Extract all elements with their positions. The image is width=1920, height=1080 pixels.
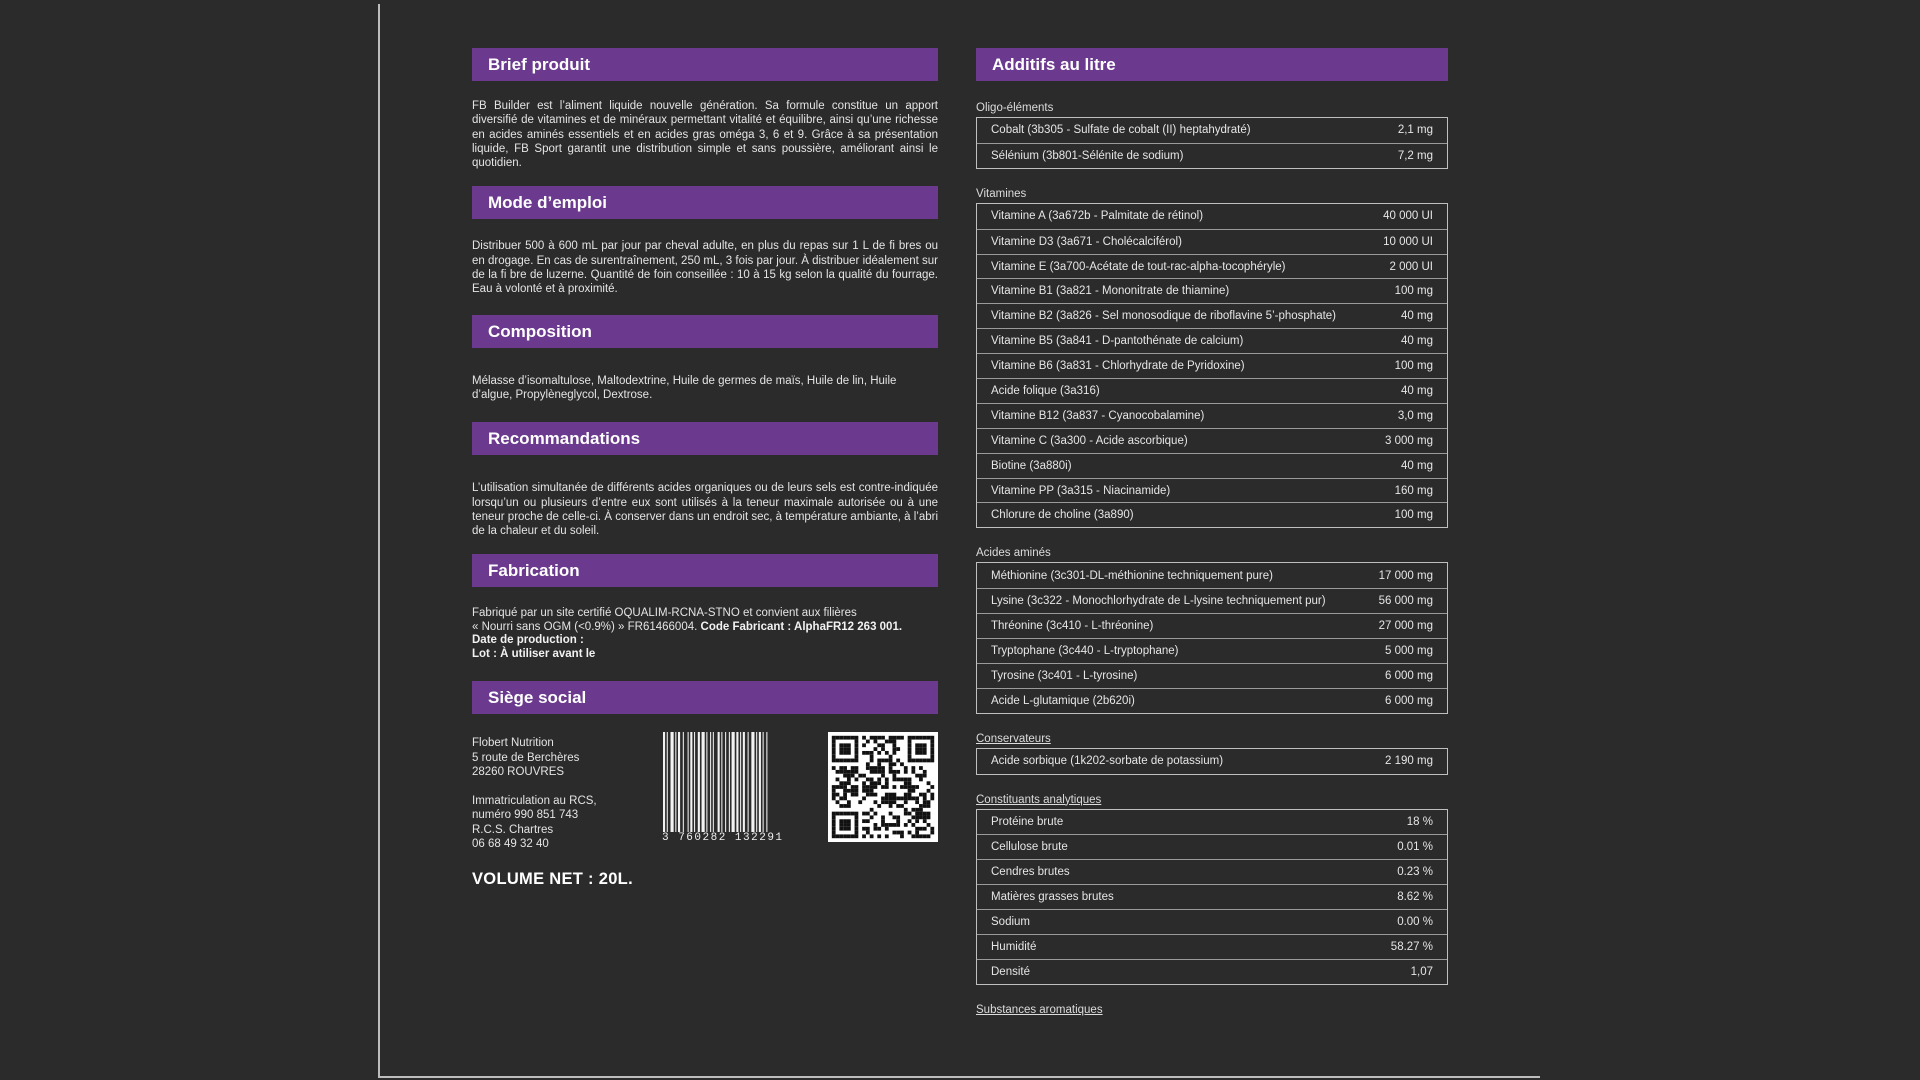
qr-code-icon (828, 732, 938, 842)
additive-name: Sodium (991, 916, 1030, 929)
additive-name: Acide sorbique (1k202-sorbate de potassium) (991, 755, 1224, 768)
category-label: Acides aminés (976, 547, 1051, 560)
table-row (977, 884, 1447, 909)
additive-name: Tyrosine (3c401 - L-tyrosine) (991, 669, 1138, 682)
additive-value: 6 000 mg (1385, 669, 1433, 682)
additive-name: Matières grasses brutes (991, 891, 1114, 904)
rcs-line: R.C.S. Chartres (472, 823, 554, 836)
additive-table (976, 562, 1448, 713)
table-row (977, 328, 1447, 353)
additive-name: Méthionine (3c301-DL-méthionine techniquement pure) (991, 569, 1273, 582)
table-row (977, 403, 1447, 428)
additive-name: Cendres brutes (991, 866, 1070, 879)
section-recommandations (472, 422, 938, 538)
category-label: Vitamines (976, 187, 1027, 200)
category-label: Constituants analytiques (976, 793, 1102, 806)
address-line: 28260 ROUVRES (472, 766, 565, 779)
table-row (977, 934, 1447, 959)
section-text: Distribuer 500 à 600 mL par jour par cheval adulte, en plus du repas sur 1 L de fi bres ou en drogage. En cas de surentraînement, 250 mL, 3 fois par jour. À distribuer idéalement sur de la fi bre de luzerne. Quantité de foin conseillée : 10 à 15 kg selon la qualité du fourrage. Eau à volonté et à proximité. (472, 240, 939, 296)
table-row (977, 254, 1447, 279)
section-siege-social (472, 681, 938, 866)
net-volume: VOLUME NET : 20L. (472, 870, 633, 889)
additive-name: Vitamine C (3a300 - Acide ascorbique) (991, 434, 1188, 447)
table-row (977, 502, 1447, 527)
table-row (977, 688, 1447, 713)
table-row (977, 118, 1447, 143)
additive-value: 40 000 UI (1383, 210, 1433, 223)
section-title: Mode d’emploi (472, 186, 938, 219)
additive-value: 17 000 mg (1378, 569, 1433, 582)
fabrication-ogm: « Nourri sans OGM (<0.9%) » FR61466004. (472, 620, 698, 633)
fabrication-text (472, 607, 938, 661)
additive-name: Vitamine D3 (3a671 - Cholécalciférol) (991, 235, 1182, 248)
fabrication-line1: Fabriqué par un site certifié OQUALIM-RCNA-STNO et convient aux filières (472, 607, 857, 620)
additive-value: 40 mg (1401, 310, 1433, 323)
additive-value: 2 000 UI (1389, 260, 1433, 273)
siege-body (472, 736, 938, 866)
rcs-line: Immatriculation au RCS, (472, 794, 597, 807)
additive-value: 6 000 mg (1385, 694, 1433, 707)
additive-table (976, 748, 1448, 775)
additive-name: Vitamine B1 (3a821 - Mononitrate de thiamine) (991, 285, 1230, 298)
barcode-digits: 3 760282 132291 (662, 832, 784, 845)
additive-value: 0.23 % (1397, 866, 1433, 879)
additive-name: Densité (991, 965, 1030, 978)
category-label: Substances aromatiques (976, 1003, 1103, 1016)
additive-name: Biotine (3a880i) (991, 459, 1072, 472)
additive-value: 1,07 (1410, 965, 1433, 978)
address-line: Flobert Nutrition (472, 737, 554, 750)
section-text: FB Builder est l’aliment liquide nouvelle génération. Sa formule constitue un apport diversifié de vitamines et de minéraux permettant vitalité et équilibre, ainsi qu’une richesse en acides aminés essentiels et en acides gras oméga 3, 6 et 9. Grâce à sa présentation liquide, FB Sport garantit une distribution simple et sans poussière, améliorant ainsi le quotidien. (472, 100, 938, 170)
table-row (977, 204, 1447, 229)
table-row (977, 453, 1447, 478)
section-title: Recommandations (472, 422, 938, 455)
section-brief-produit (472, 48, 938, 170)
section-title: Siège social (472, 681, 938, 714)
additive-name: Chlorure de choline (3a890) (991, 509, 1134, 522)
section-text: L’utilisation simultanée de différents acides organiques ou de leurs sels est contre-indiquée lorsqu’un ou plusieurs d’entre eux sont utilisés à la teneur maximale autorisée ou à une teneur proche de celle-ci. À conserver dans un endroit sec, à température ambiante, à l’abri de la chaleur et du soleil. (472, 482, 939, 538)
table-row (977, 229, 1447, 254)
lot-expiry: Lot : À utiliser avant le (472, 647, 596, 660)
additive-name: Vitamine A (3a672b - Palmitate de rétinol) (991, 210, 1204, 223)
address-line: 5 route de Berchères (472, 751, 580, 764)
table-row (977, 478, 1447, 503)
additive-name: Lysine (3c322 - Monochlorhydrate de L-lysine techniquement pur) (991, 595, 1326, 608)
additive-table (976, 203, 1448, 529)
additive-name: Vitamine B12 (3a837 - Cyanocobalamine) (991, 409, 1205, 422)
section-title: Composition (472, 315, 938, 348)
additives-tables (976, 99, 1448, 1019)
additive-value: 3 000 mg (1385, 434, 1433, 447)
table-row (977, 563, 1447, 588)
section-title: Fabrication (472, 554, 938, 587)
category-label: Oligo-éléments (976, 102, 1054, 114)
category-label: Conservateurs (976, 732, 1051, 745)
production-date: Date de production : (472, 634, 584, 647)
table-row (977, 859, 1447, 884)
right-column (976, 48, 1448, 1019)
rcs-line: numéro 990 851 743 (472, 809, 579, 822)
additive-value: 18 % (1406, 816, 1433, 829)
table-row (977, 959, 1447, 984)
phone-number: 06 68 49 32 40 (472, 838, 549, 851)
table-row (977, 303, 1447, 328)
table-row (977, 143, 1447, 168)
additive-name: Vitamine B2 (3a826 - Sel monosodique de riboflavine 5’-phosphate) (991, 310, 1337, 323)
additive-name: Vitamine B6 (3a831 - Chlorhydrate de Pyridoxine) (991, 360, 1245, 373)
table-row (977, 278, 1447, 303)
additive-value: 40 mg (1401, 459, 1433, 472)
additive-name: Acide L-glutamique (2b620i) (991, 694, 1135, 707)
additive-value: 0.00 % (1397, 916, 1433, 929)
additive-value: 27 000 mg (1378, 620, 1433, 633)
additive-name: Cellulose brute (991, 841, 1068, 854)
section-composition (472, 315, 938, 403)
fabrication-line2 (472, 621, 938, 635)
additive-value: 100 mg (1394, 509, 1433, 522)
table-row (977, 810, 1447, 835)
additive-table (976, 809, 1448, 985)
additive-name: Vitamine B5 (3a841 - D-pantothénate de calcium) (991, 335, 1244, 348)
table-row (977, 663, 1447, 688)
additive-name: Sélénium (3b801-Sélénite de sodium) (991, 149, 1184, 162)
additive-name: Protéine brute (991, 816, 1064, 829)
section-title: Brief produit (472, 48, 938, 81)
left-column (472, 48, 938, 889)
additive-name: Acide folique (3a316) (991, 384, 1100, 397)
additive-value: 5 000 mg (1385, 644, 1433, 657)
additive-name: Cobalt (3b305 - Sulfate de cobalt (II) heptahydraté) (991, 124, 1251, 137)
additive-value: 2 190 mg (1385, 755, 1433, 768)
table-row (977, 834, 1447, 859)
additives-title: Additifs au litre (976, 48, 1448, 81)
additive-table (976, 117, 1448, 169)
additive-name: Thréonine (3c410 - L-thréonine) (991, 620, 1154, 633)
table-row (977, 749, 1447, 774)
additive-value: 40 mg (1401, 335, 1433, 348)
additive-value: 0.01 % (1397, 841, 1433, 854)
table-row (977, 613, 1447, 638)
table-row (977, 909, 1447, 934)
table-row (977, 588, 1447, 613)
section-text: Mélasse d’isomaltulose, Maltodextrine, Huile de germes de maïs, Huile de lin, Huile d’algue, Propylèneglycol, Dextrose. (472, 374, 897, 401)
additive-name: Vitamine PP (3a315 - Niacinamide) (991, 484, 1171, 497)
table-row (977, 638, 1447, 663)
section-mode-emploi (472, 186, 938, 296)
barcode (662, 732, 794, 844)
additive-value: 3,0 mg (1397, 409, 1433, 422)
additive-value: 7,2 mg (1397, 149, 1433, 162)
additive-value: 58.27 % (1390, 940, 1433, 953)
additive-value: 8.62 % (1397, 891, 1433, 904)
additive-value: 160 mg (1394, 484, 1433, 497)
additive-name: Vitamine E (3a700-Acétate de tout-rac-alpha-tocophéryle) (991, 260, 1286, 273)
additive-value: 10 000 UI (1383, 235, 1433, 248)
table-row (977, 378, 1447, 403)
additive-name: Tryptophane (3c440 - L-tryptophane) (991, 644, 1179, 657)
additive-value: 2,1 mg (1397, 124, 1433, 137)
fabrication-code: Code Fabricant : AlphaFR12 263 001. (700, 620, 903, 633)
additive-value: 56 000 mg (1378, 595, 1433, 608)
additive-value: 100 mg (1394, 285, 1433, 298)
additive-value: 100 mg (1394, 360, 1433, 373)
section-fabrication (472, 554, 938, 661)
additive-name: Humidité (991, 940, 1037, 953)
table-row (977, 353, 1447, 378)
additive-value: 40 mg (1401, 384, 1433, 397)
barcode-icon (662, 732, 792, 832)
table-row (977, 428, 1447, 453)
company-address (472, 736, 597, 852)
